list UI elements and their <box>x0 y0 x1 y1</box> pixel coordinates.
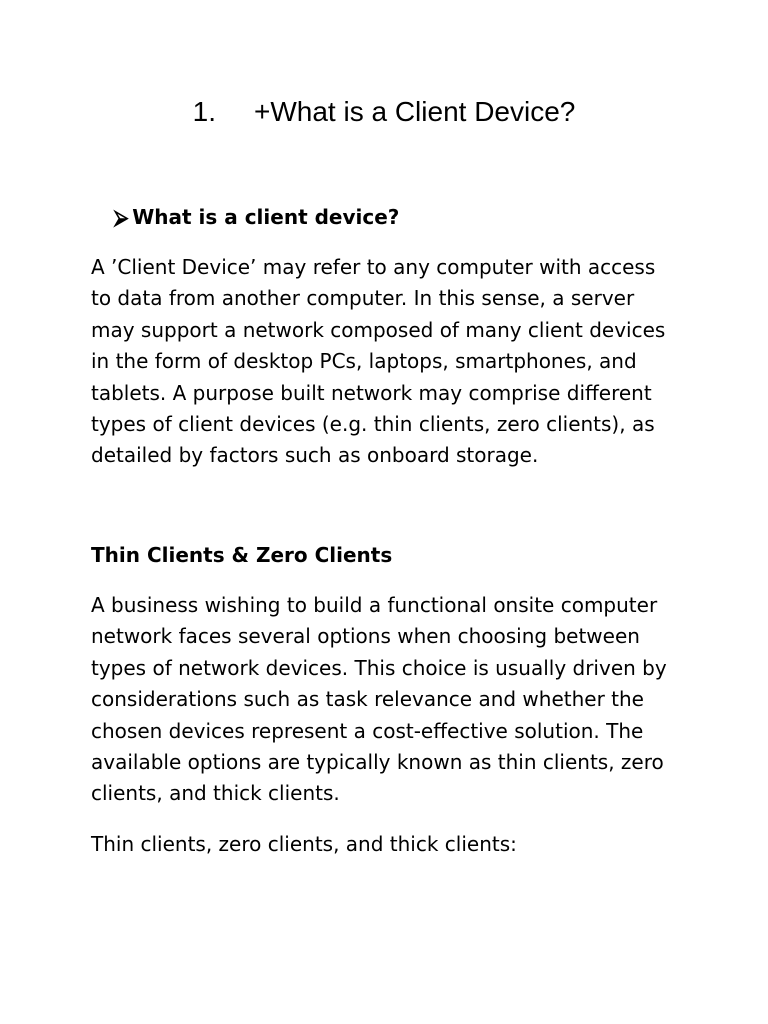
paragraph-line: Thin clients, zero clients, and thick clients: <box>91 832 517 856</box>
paragraph-line: types of client devices (e.g. thin clients, zero clients), as <box>91 412 655 437</box>
paragraph-line: A business wishing to build a functional onsite computer <box>91 593 658 617</box>
paragraph-client-device <box>91 252 691 472</box>
paragraph-thin-zero-clients <box>91 590 691 810</box>
paragraph-line: in the form of desktop PCs, laptops, smartphones, and <box>91 349 637 374</box>
paragraph-options-intro <box>91 829 691 860</box>
paragraph-line: may support a network composed of many client devices <box>91 317 666 342</box>
paragraph-line: types of network devices. This choice is usually driven by <box>91 655 667 680</box>
bullet-heading-text: What is a client device? <box>132 205 400 229</box>
paragraph-line: tablets. A purpose built network may comprise different <box>91 380 652 405</box>
page-title <box>0 94 768 130</box>
title-text: +What is a Client Device? <box>254 96 576 127</box>
arrow-bullet-icon: ⮚ <box>114 205 129 229</box>
paragraph-line: detailed by factors such as onboard storage. <box>91 443 539 468</box>
section-heading: Thin Clients & Zero Clients <box>91 543 393 567</box>
title-number: 1. <box>192 96 216 127</box>
paragraph-line: available options are typically known as thin clients, zero <box>91 750 664 775</box>
bullet-heading <box>114 202 399 232</box>
paragraph-line: network faces several options when choosing between <box>91 624 640 649</box>
paragraph-line: chosen devices represent a cost-effective solution. The <box>91 718 644 743</box>
paragraph-line: clients, and thick clients. <box>91 781 340 806</box>
paragraph-line: A ’Client Device’ may refer to any computer with access <box>91 255 656 279</box>
paragraph-line: considerations such as task relevance and whether the <box>91 687 644 712</box>
paragraph-line: to data from another computer. In this sense, a server <box>91 286 635 311</box>
